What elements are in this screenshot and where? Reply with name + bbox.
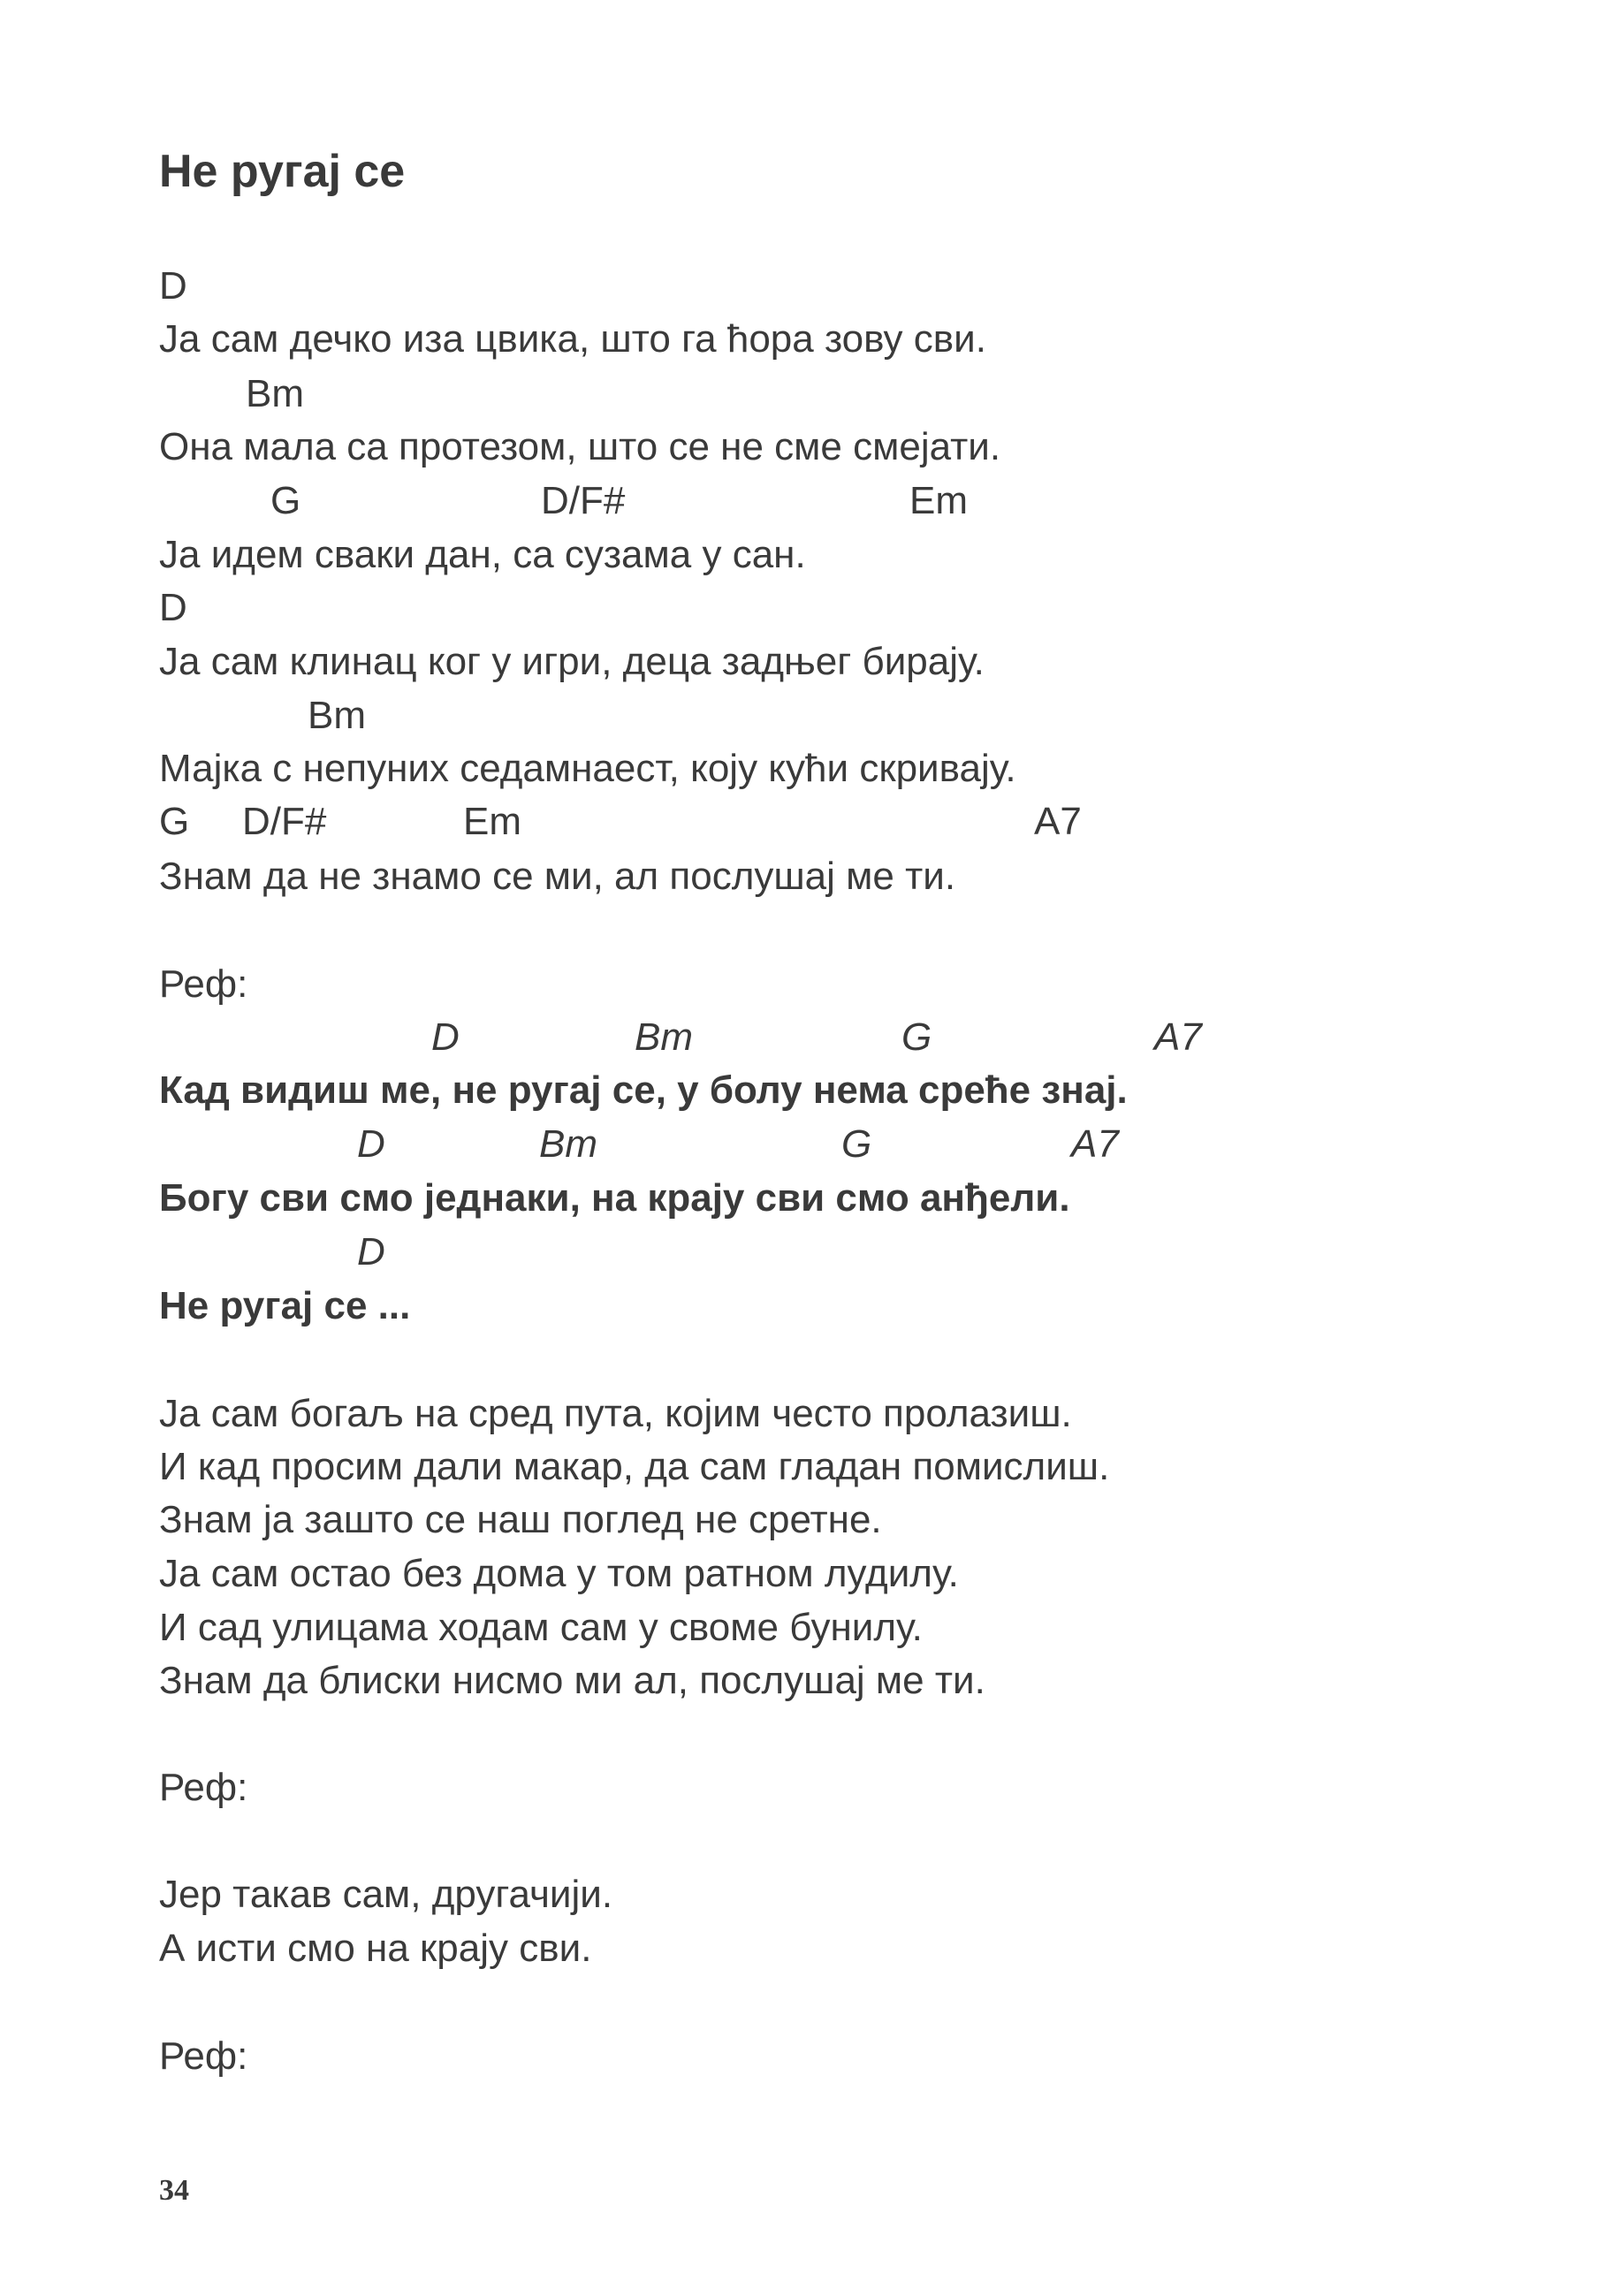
lyric-line: Ја сам остао без дома у том ратном лудилу. bbox=[159, 1552, 959, 1595]
refrain-label: Реф: bbox=[159, 962, 248, 1006]
lyric-line: Мајка с непуних седамнаест, коју кући скривају. bbox=[159, 747, 1016, 790]
chord: Em bbox=[909, 479, 968, 522]
chord: D bbox=[357, 1122, 385, 1166]
refrain-line: Кад видиш ме, не ругај се, у болу нема среће знај. bbox=[159, 1068, 1128, 1112]
chord: D bbox=[431, 1015, 460, 1059]
chord: Em bbox=[463, 800, 521, 843]
lyric-line: Ја сам богаљ на сред пута, којим често пролазиш. bbox=[159, 1392, 1072, 1435]
lyric-line: Она мала са протезом, што се не сме смејати. bbox=[159, 425, 1001, 468]
chord: Bm bbox=[246, 372, 304, 415]
chord: G bbox=[841, 1122, 872, 1166]
chord: Bm bbox=[308, 694, 366, 737]
chord: D bbox=[357, 1230, 385, 1273]
chord: A7 bbox=[1034, 800, 1082, 843]
lyric-line: А исти смо на крају сви. bbox=[159, 1927, 592, 1970]
song-title: Не ругај се bbox=[159, 146, 406, 197]
chord: D/F# bbox=[541, 479, 626, 522]
chord: D/F# bbox=[242, 800, 327, 843]
refrain-line: Не ругај се ... bbox=[159, 1284, 411, 1327]
chord: D bbox=[159, 586, 187, 629]
chord: G bbox=[270, 479, 301, 522]
chord: A7 bbox=[1154, 1015, 1202, 1059]
chord: G bbox=[159, 800, 190, 843]
lyric-line: Знам ја зашто се наш поглед не сретне. bbox=[159, 1498, 882, 1541]
lyric-line: Ја идем сваки дан, са сузама у сан. bbox=[159, 533, 806, 576]
lyric-line: И сад улицама ходам сам у своме бунилу. bbox=[159, 1606, 923, 1649]
lyric-line: Ја сам клинац ког у игри, деца задњег бирају. bbox=[159, 640, 985, 683]
lyric-line: И кад просим дали макар, да сам гладан помислиш. bbox=[159, 1445, 1110, 1488]
chord: Bm bbox=[539, 1122, 597, 1166]
refrain-label: Реф: bbox=[159, 1766, 248, 1809]
lyric-line: Знам да не знамо се ми, ал послушај ме ти. bbox=[159, 855, 956, 898]
refrain-label: Реф: bbox=[159, 2034, 248, 2078]
chord: Bm bbox=[635, 1015, 693, 1059]
refrain-line: Богу сви смо једнаки, на крају сви смо анђели. bbox=[159, 1176, 1070, 1220]
chord: G bbox=[901, 1015, 932, 1059]
chord: A7 bbox=[1071, 1122, 1119, 1166]
lyric-line: Јер такав сам, другачији. bbox=[159, 1873, 613, 1916]
page-number: 34 bbox=[159, 2174, 189, 2207]
lyric-line: Ја сам дечко иза цвика, што га ћора зову сви. bbox=[159, 317, 986, 361]
lyric-line: Знам да блиски нисмо ми ал, послушај ме ти. bbox=[159, 1659, 985, 1702]
chord: D bbox=[159, 264, 187, 308]
